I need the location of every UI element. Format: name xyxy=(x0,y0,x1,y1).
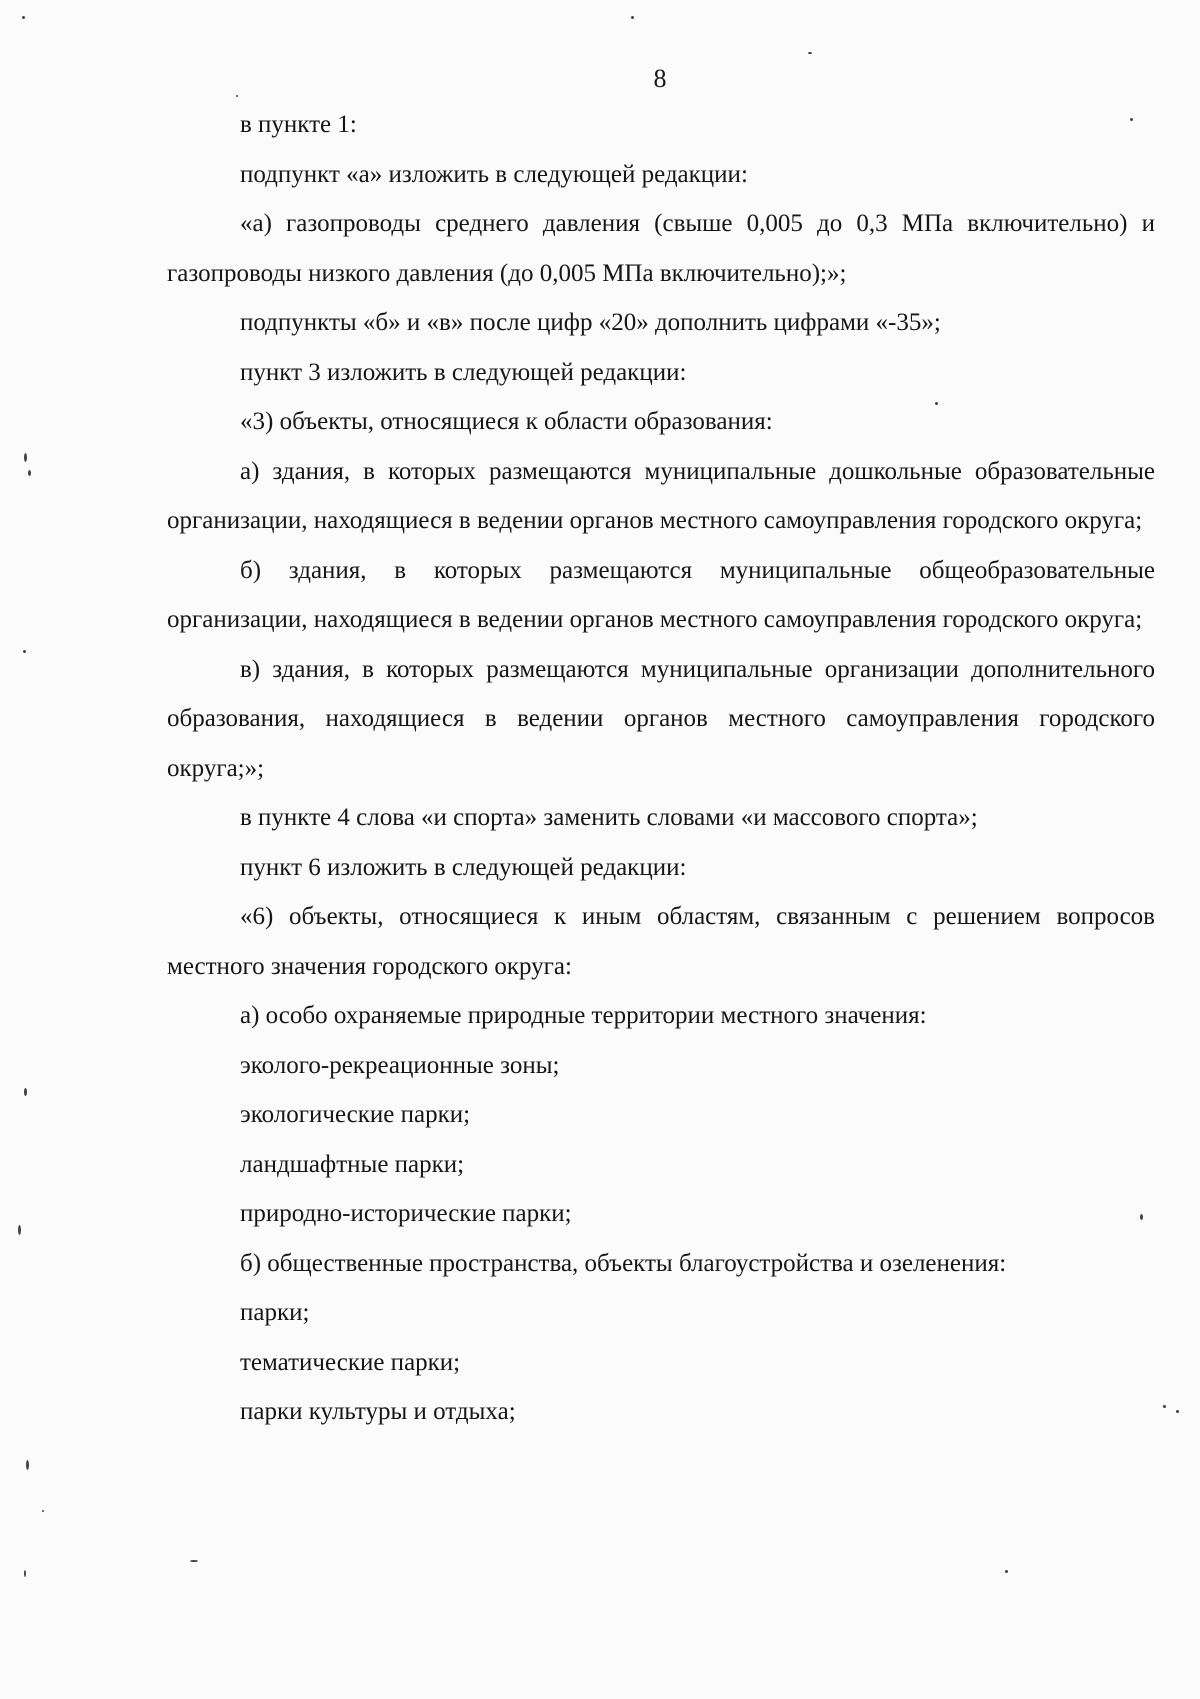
scan-speck xyxy=(1140,1214,1143,1220)
scan-speck xyxy=(1163,1405,1166,1408)
paragraph-4: подпункты «б» и «в» после цифр «20» дополнить цифрами «-35»; xyxy=(240,309,941,336)
scan-speck xyxy=(808,52,812,54)
scan-speck xyxy=(190,1560,198,1562)
scan-speck xyxy=(28,470,31,476)
paragraph-12: «6) объекты, относящиеся к иным областям, связанным с решением вопросов местного значения городского округа: xyxy=(167,903,1155,980)
paragraph-6: «3) объекты, относящиеся к области образования: xyxy=(240,408,773,435)
scan-speck xyxy=(1005,1570,1008,1573)
scan-speck xyxy=(1130,118,1133,121)
paragraph-16: ландшафтные парки; xyxy=(240,1150,465,1178)
scan-speck xyxy=(24,453,27,462)
scan-speck xyxy=(1176,1410,1179,1413)
paragraph-15: экологические парки; xyxy=(240,1101,471,1128)
paragraph-18: б) общественные пространства, объекты благоустройства и озеленения: xyxy=(240,1249,1007,1277)
paragraph-13: а) особо охраняемые природные территории местного значения: xyxy=(240,1002,927,1029)
paragraph-11: пункт 6 изложить в следующей редакции: xyxy=(240,853,687,881)
scan-speck xyxy=(236,95,238,97)
scan-speck xyxy=(42,1510,44,1512)
scan-speck xyxy=(24,1088,27,1096)
paragraph-9: в) здания, в которых размещаются муниципальные организации дополнительного образования, находящиеся в ведении органов местного самоуправления городского округа;»; xyxy=(167,655,1155,782)
scan-speck xyxy=(26,1460,29,1470)
scan-speck xyxy=(23,650,26,653)
paragraph-5: пункт 3 изложить в следующей редакции: xyxy=(240,358,687,386)
paragraph-21: парки культуры и отдыха; xyxy=(240,1398,516,1425)
scan-speck xyxy=(24,1570,26,1577)
paragraph-1: в пункте 1: xyxy=(240,111,357,138)
paragraph-14: эколого-рекреационные зоны; xyxy=(240,1051,560,1079)
scan-speck xyxy=(631,16,634,19)
paragraph-17: природно-исторические парки; xyxy=(240,1200,572,1227)
page-number: 8 xyxy=(653,64,667,93)
scan-speck xyxy=(935,402,938,405)
paragraph-7: а) здания, в которых размещаются муниципальные дошкольные образовательные организации, находящиеся в ведении органов местного самоуправления городского округа; xyxy=(167,457,1155,534)
paragraph-19: парки; xyxy=(240,1299,310,1326)
document-body xyxy=(167,100,1155,1437)
paragraph-2: подпункт «а» изложить в следующей редакции: xyxy=(240,160,748,188)
paragraph-20: тематические парки; xyxy=(240,1348,461,1376)
paragraph-3: «а) газопроводы среднего давления (свыше 0,005 до 0,3 МПа включительно) и газопроводы низкого давления (до 0,005 МПа включительно);»; xyxy=(167,210,1155,287)
paragraph-10: в пункте 4 слова «и спорта» заменить словами «и массового спорта»; xyxy=(240,804,978,831)
scan-speck xyxy=(22,16,25,19)
paragraph-8: б) здания, в которых размещаются муниципальные общеобразовательные организации, находящиеся в ведении органов местного самоуправления городского округа; xyxy=(167,556,1155,633)
scan-speck xyxy=(18,1225,21,1235)
